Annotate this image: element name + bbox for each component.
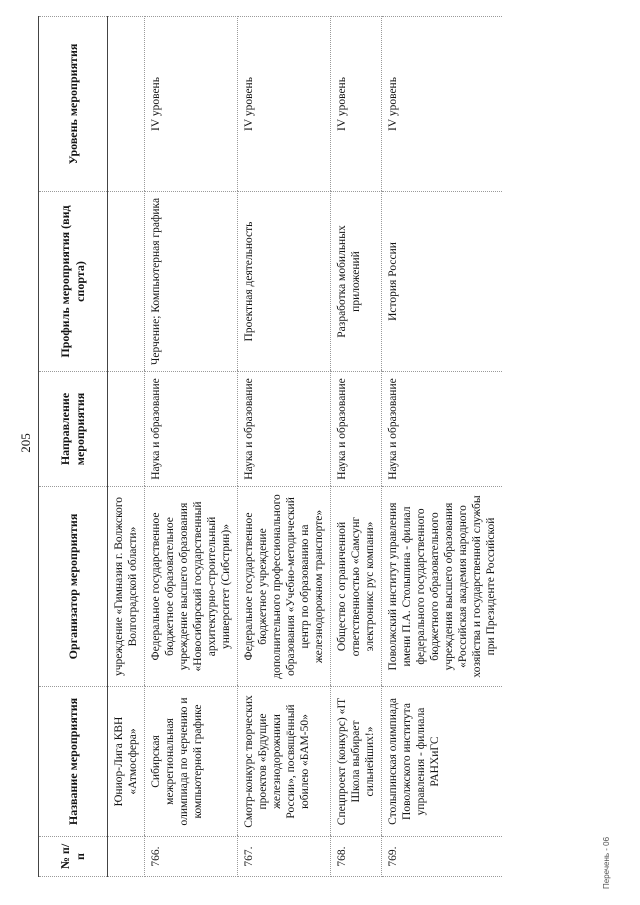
row-organizer: Федеральное государственное бюджетное образовательное учреждение высшего образования «Новосибирский государственный архитектурно-строительный университет (Сибстрин)»	[145, 487, 238, 687]
row-organizer: Поволжский институт управления имени П.А. Столыпина - филиал федерального государственного бюджетного образовательного учреждения высшего образования «Российская академия народного хозяйства и государственной службы при Президенте Российской	[382, 487, 503, 687]
table-row	[145, 17, 238, 877]
table-row	[331, 17, 382, 877]
header-organizer: Организатор мероприятия	[39, 487, 108, 687]
row-direction: Наука и образование	[238, 372, 331, 487]
row-num: 768.	[331, 837, 382, 877]
row-name: Спецпроект (конкурс) «IT Школа выбирает сильнейших!»	[331, 687, 382, 837]
row-name: Смотр-конкурс творческих проектов «Будущие железнодорожники России», посвящённый юбилею «БАМ-50»	[238, 687, 331, 837]
header-profile: Профиль мероприятия (вид спорта)	[39, 192, 108, 372]
row-direction	[108, 372, 145, 487]
row-num: 769.	[382, 837, 503, 877]
table-row	[108, 17, 145, 877]
row-name: Столыпинская олимпиада Поволжского института управления - филиала РАНХиГС	[382, 687, 503, 837]
row-direction: Наука и образование	[331, 372, 382, 487]
row-name: Юниор-Лига КВН «Атмосфера»	[108, 687, 145, 837]
row-direction: Наука и образование	[145, 372, 238, 487]
row-organizer: учреждение «Гимназия г. Волжского Волгоградской области»	[108, 487, 145, 687]
row-profile: Черчение; Компьютерная графика	[145, 192, 238, 372]
page-number: 205	[18, 433, 33, 453]
row-organizer: Федеральное государственное бюджетное учреждение дополнительного профессионального образования «Учебно-методический центр по образованию на железнодорожном транспорте»	[238, 487, 331, 687]
row-direction: Наука и образование	[382, 372, 503, 487]
row-organizer: Общество с ограниченной ответственностью «Самсунг электроникс рус компани»	[331, 487, 382, 687]
header-num: № п/п	[39, 837, 108, 877]
row-level: IV уровень	[331, 17, 382, 192]
events-table	[38, 16, 502, 877]
row-num	[108, 837, 145, 877]
row-profile: История России	[382, 192, 503, 372]
row-profile	[108, 192, 145, 372]
row-level	[108, 17, 145, 192]
row-num: 766.	[145, 837, 238, 877]
row-level: IV уровень	[145, 17, 238, 192]
row-level: IV уровень	[238, 17, 331, 192]
header-name: Название мероприятия	[39, 687, 108, 837]
table-row	[238, 17, 331, 877]
row-level: IV уровень	[382, 17, 503, 192]
row-num: 767.	[238, 837, 331, 877]
table-row	[382, 17, 503, 877]
header-direction: Направление мероприятия	[39, 372, 108, 487]
row-name: Сибирская межрегиональная олимпиада по черчению и компьютерной графике	[145, 687, 238, 837]
footer-mark: Перечень - 06	[602, 836, 611, 889]
table-header	[39, 17, 108, 877]
row-profile: Проектная деятельность	[238, 192, 331, 372]
header-level: Уровень мероприятия	[39, 17, 108, 192]
row-profile: Разработка мобильных приложений	[331, 192, 382, 372]
